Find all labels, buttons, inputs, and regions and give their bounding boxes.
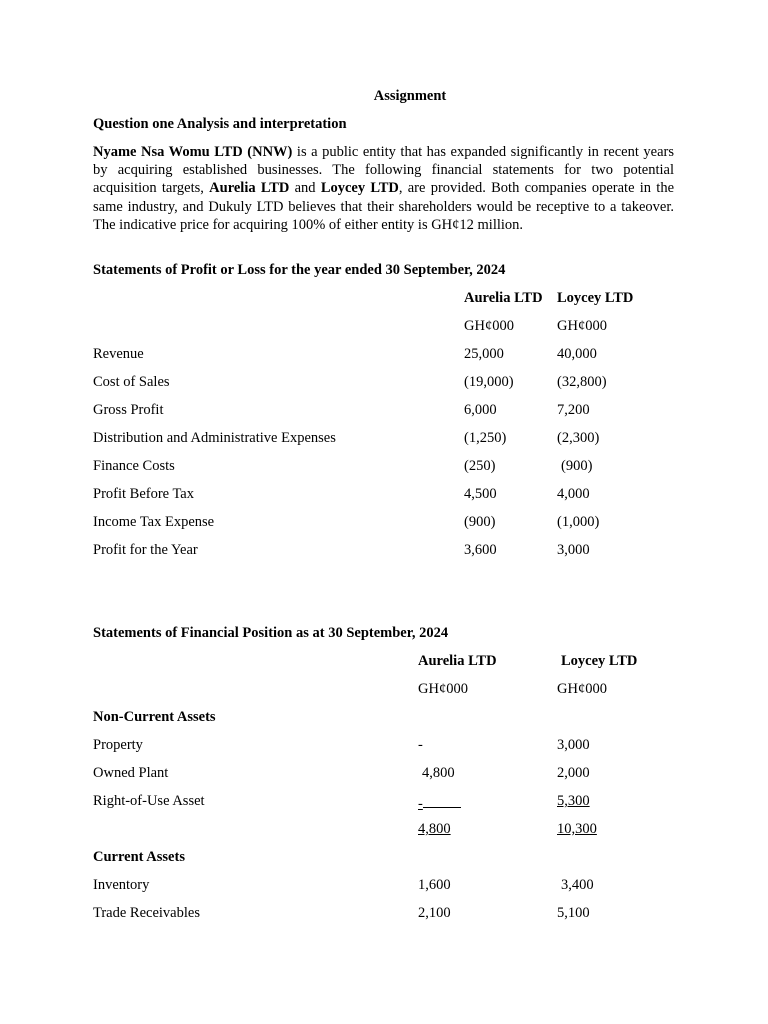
intro-text-1: is a public entity that has expanded significantly in recent years by acquiring established businesses. The following financial statements for two potential acquisition targets, — [93, 144, 674, 197]
pl-row-label: Finance Costs — [93, 458, 175, 474]
pl-row-label: Cost of Sales — [93, 374, 170, 390]
pl-row-loycey: 3,000 — [557, 542, 590, 558]
fp-row-loycey: 2,000 — [557, 765, 590, 781]
ca-heading: Current Assets — [93, 849, 185, 865]
fp-row-aurelia: 2,100 — [418, 905, 451, 921]
intro-text-3: , are provided. Both companies operate in the same industry, and Dukuly LTD believes that their shareholders would be receptive to a takeover. The indicative price for acquiring 100% of either entity is GH¢12 million. — [93, 180, 675, 233]
fp-row-loycey: 5,300 — [557, 793, 590, 809]
fp-row-label: Inventory — [93, 877, 150, 893]
pl-row-label: Profit Before Tax — [93, 486, 194, 502]
company-name: Nyame Nsa Womu LTD (NNW) — [93, 144, 293, 160]
nca-total-loycey: 10,300 — [557, 821, 597, 837]
pl-row-aurelia: (1,250) — [464, 430, 507, 446]
pl-row-aurelia: 6,000 — [464, 402, 497, 418]
pl-row-aurelia: 4,500 — [464, 486, 497, 502]
fp-row-aurelia: 1,600 — [418, 877, 451, 893]
fp-heading: Statements of Financial Position as at 30 September, 2024 — [93, 625, 449, 641]
pl-row-label: Revenue — [93, 346, 144, 362]
pl-row-label: Gross Profit — [93, 402, 164, 418]
pl-unit-aurelia: GH¢000 — [464, 318, 514, 334]
pl-row-aurelia: (19,000) — [464, 374, 514, 390]
pl-row-loycey: 7,200 — [557, 402, 590, 418]
fp-row-loycey: 5,100 — [557, 905, 590, 921]
pl-row-loycey: 40,000 — [557, 346, 597, 362]
fp-row-aurelia: - — [418, 737, 423, 753]
fp-row-label: Right-of-Use Asset — [93, 793, 205, 809]
fp-row-aurelia — [418, 793, 461, 813]
pl-row-aurelia: (900) — [464, 514, 496, 530]
pl-row-aurelia: 25,000 — [464, 346, 504, 362]
fp-unit-aurelia: GH¢000 — [418, 681, 468, 697]
rou-aurelia-value: - — [418, 796, 423, 812]
target-name-1: Aurelia LTD — [209, 180, 290, 197]
pl-col-aurelia: Aurelia LTD — [464, 290, 543, 306]
pl-row-loycey: 4,000 — [557, 486, 590, 502]
intro-paragraph — [93, 143, 674, 234]
fp-row-label: Owned Plant — [93, 765, 169, 781]
intro-text-2: and — [289, 180, 321, 197]
fp-row-label: Property — [93, 737, 143, 753]
pl-row-label: Distribution and Administrative Expenses — [93, 430, 336, 446]
target-name-2: Loycey LTD — [320, 180, 399, 197]
fp-col-loycey: Loycey LTD — [561, 653, 638, 669]
pl-row-label: Profit for the Year — [93, 542, 198, 558]
nca-heading: Non-Current Assets — [93, 709, 216, 725]
nca-total-aurelia: 4,800 — [418, 821, 451, 837]
fp-row-loycey: 3,000 — [557, 737, 590, 753]
pl-row-loycey: (900) — [561, 458, 593, 474]
fp-row-loycey: 3,400 — [561, 877, 594, 893]
pl-heading: Statements of Profit or Loss for the year ended 30 September, 2024 — [93, 262, 506, 278]
pl-row-loycey: (1,000) — [557, 514, 600, 530]
pl-row-loycey: (2,300) — [557, 430, 600, 446]
document-title: Assignment — [373, 88, 447, 104]
pl-unit-loycey: GH¢000 — [557, 318, 607, 334]
pl-row-aurelia: 3,600 — [464, 542, 497, 558]
pl-row-label: Income Tax Expense — [93, 514, 215, 530]
pl-col-loycey: Loycey LTD — [557, 290, 634, 306]
pl-row-loycey: (32,800) — [557, 374, 607, 390]
fp-row-label: Trade Receivables — [93, 905, 200, 921]
fp-unit-loycey: GH¢000 — [557, 681, 607, 697]
underline-blank — [423, 793, 461, 808]
fp-col-aurelia: Aurelia LTD — [418, 653, 497, 669]
fp-row-aurelia: 4,800 — [422, 765, 455, 781]
pl-row-aurelia: (250) — [464, 458, 496, 474]
question-heading: Question one Analysis and interpretation — [93, 116, 347, 132]
